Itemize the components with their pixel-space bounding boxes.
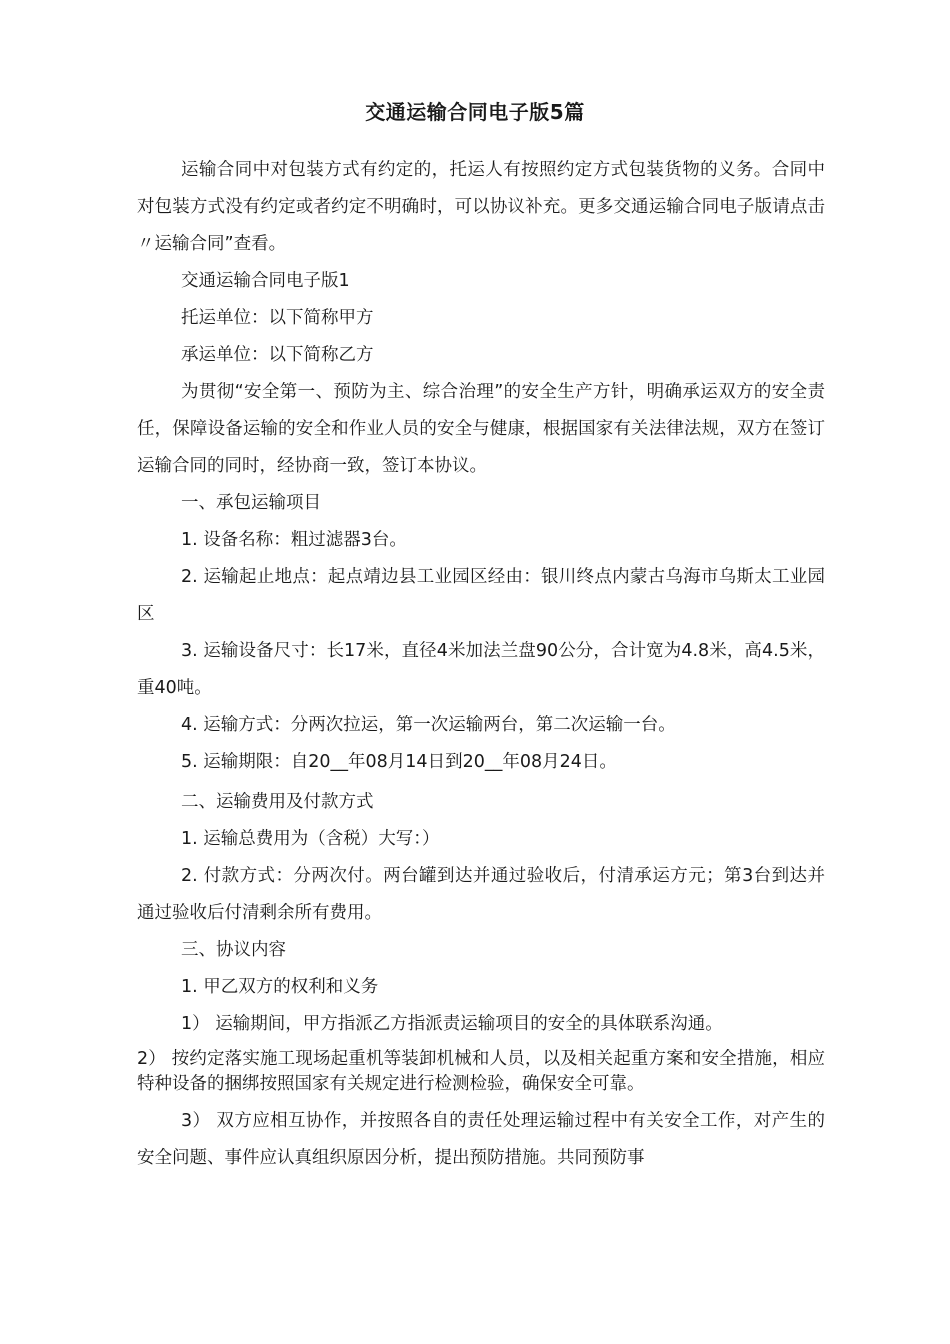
clause-item: 1. 甲乙双方的权利和义务 <box>181 977 379 997</box>
sub-clause-item: 3） 双方应相互协作，并按照各自的责任处理运输过程中有关安全工作，对产生的安全问题、事件应认真组织原因分析，提出预防措施。共同预防事 <box>137 1111 825 1168</box>
clause-item: 4. 运输方式：分两次拉运，第一次运输两台，第二次运输一台。 <box>181 715 676 735</box>
intro-paragraph: 运输合同中对包装方式有约定的，托运人有按照约定方式包装货物的义务。合同中对包装方式没有约定或者约定不明确时，可以协议补充。更多交通运输合同电子版请点击〃运输合同”查看。 <box>137 160 825 254</box>
clause-item: 1. 运输总费用为（含税）大写：） <box>181 829 440 849</box>
document-body <box>137 152 825 1177</box>
clause-item: 3. 运输设备尺寸：长17米，直径4米加法兰盘90公分，合计宽为4.8米，高4.5米，重40吨。 <box>137 641 825 698</box>
contract-heading: 交通运输合同电子版1 <box>181 271 350 291</box>
clause-item: 2. 运输起止地点：起点靖边县工业园区经由：银川终点内蒙古乌海市乌斯太工业园区 <box>137 567 825 624</box>
sub-clause-item: 2） 按约定落实施工现场起重机等装卸机械和人员，以及相关起重方案和安全措施，相应特种设备的捆绑按照国家有关规定进行检测检验，确保安全可靠。 <box>137 1049 825 1094</box>
clause-item: 1. 设备名称：粗过滤器3台。 <box>181 530 407 550</box>
clause-item: 2. 付款方式：分两次付。两台罐到达并通过验收后，付清承运方元；第3台到达并通过验收后付清剩余所有费用。 <box>137 866 825 923</box>
carrier-line: 承运单位：以下简称乙方 <box>181 345 374 365</box>
sub-clause-item: 1） 运输期间，甲方指派乙方指派责运输项目的安全的具体联系沟通。 <box>181 1014 723 1034</box>
section-heading: 一、承包运输项目 <box>181 493 321 513</box>
purpose-paragraph: 为贯彻“安全第一、预防为主、综合治理”的安全生产方针，明确承运双方的安全责任，保障设备运输的安全和作业人员的安全与健康，根据国家有关法律法规，双方在签订运输合同的同时，经协商一致，签订本协议。 <box>137 382 825 476</box>
clause-item: 5. 运输期限：自20__年08月14日到20__年08月24日。 <box>181 752 617 772</box>
shipper-line: 托运单位：以下简称甲方 <box>181 308 374 328</box>
section-heading: 三、协议内容 <box>181 940 286 960</box>
section-heading: 二、运输费用及付款方式 <box>181 792 374 812</box>
document-title: 交通运输合同电子版5篇 <box>365 100 585 124</box>
